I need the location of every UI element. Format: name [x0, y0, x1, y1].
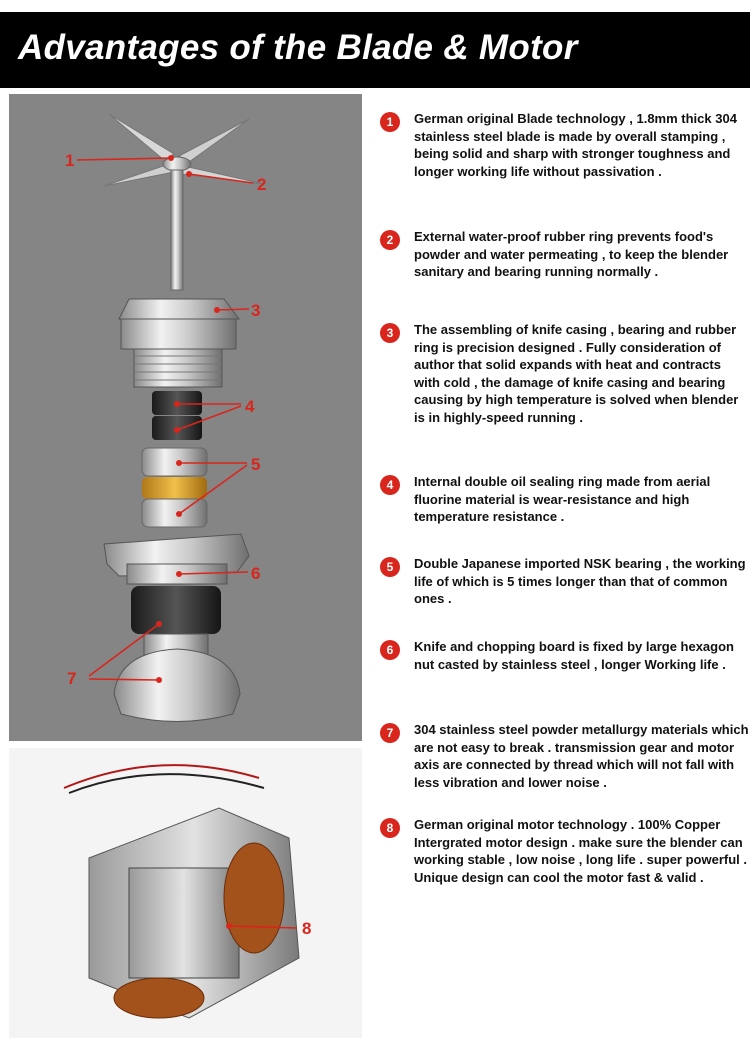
callout-number-2: 2: [257, 175, 267, 194]
coupling-gear-part: [114, 586, 240, 722]
feature-badge-4: 4: [380, 475, 400, 495]
callout-number-3: 3: [251, 301, 261, 320]
feature-text-1: German original Blade technology , 1.8mm thick 304 stainless steel blade is made by overall stamping , being solid and sharp with stronger toughness and longer working life without passivation .: [414, 111, 737, 179]
feature-text-3: The assembling of knife casing , bearing and rubber ring is precision designed . Fully consideration of author that solid expands with heat and contracts with cold , the damage of knife casing and bearing causing by high temperature is solved when blender is in highly-speed running .: [414, 322, 739, 425]
feature-text-8: German original motor technology . 100% Copper Intergrated motor design . make sure the blender can working stable , low noise , long life . super powerful . Unique design can cool the motor fast & valid .: [414, 817, 747, 885]
feature-text-7: 304 stainless steel powder metallurgy materials which are not easy to break . transmission gear and motor axis are connected by thread which will not fall with less vibration and lower noise .: [414, 722, 749, 790]
header-banner: [0, 12, 750, 88]
callout-number-8: 8: [302, 919, 312, 938]
motor-image: [9, 748, 362, 1038]
top-rule: [0, 0, 750, 8]
blade-assembly-image: [9, 94, 362, 741]
bearing-gold-ring: [142, 477, 207, 499]
feature-text-2: External water-proof rubber ring prevents food's powder and water permeating , to keep the blender sanitary and bearing running normally .: [414, 229, 729, 279]
feature-badge-5: 5: [380, 557, 400, 577]
feature-text-4: Internal double oil sealing ring made from aerial fluorine material is wear-resistance and high temperature resistance .: [414, 474, 711, 524]
callout-number-7: 7: [67, 669, 77, 688]
motor-wire-black: [69, 774, 264, 793]
motor-illustration: [9, 748, 362, 1038]
hexagon-nut-part: [104, 534, 249, 584]
feature-badge-1: 1: [380, 112, 400, 132]
callout-number-5: 5: [251, 455, 261, 474]
blade-part: [104, 114, 264, 186]
copper-winding-lower: [114, 978, 204, 1018]
knife-casing-part: [119, 299, 239, 387]
feature-badge-3: 3: [380, 323, 400, 343]
feature-badge-8: 8: [380, 818, 400, 838]
callout-number-6: 6: [251, 564, 261, 583]
callout-number-1: 1: [65, 151, 75, 170]
shaft-part: [171, 170, 183, 290]
page-title: Advantages of the Blade & Motor: [18, 28, 578, 67]
callout-number-4: 4: [245, 397, 255, 416]
motor-stator: [129, 868, 239, 978]
callout-dot-8: [226, 923, 232, 929]
feature-badge-6: 6: [380, 640, 400, 660]
blade-assembly-illustration: [9, 94, 362, 741]
feature-badge-2: 2: [380, 230, 400, 250]
feature-text-6: Knife and chopping board is fixed by large hexagon nut casted by stainless steel , longer Working life .: [414, 639, 734, 672]
bearing-lower: [142, 499, 207, 527]
bearing-upper: [142, 448, 207, 476]
feature-text-5: Double Japanese imported NSK bearing , the working life of which is 5 times longer than that of common ones .: [414, 556, 746, 606]
copper-winding: [224, 843, 284, 953]
feature-badge-7: 7: [380, 723, 400, 743]
